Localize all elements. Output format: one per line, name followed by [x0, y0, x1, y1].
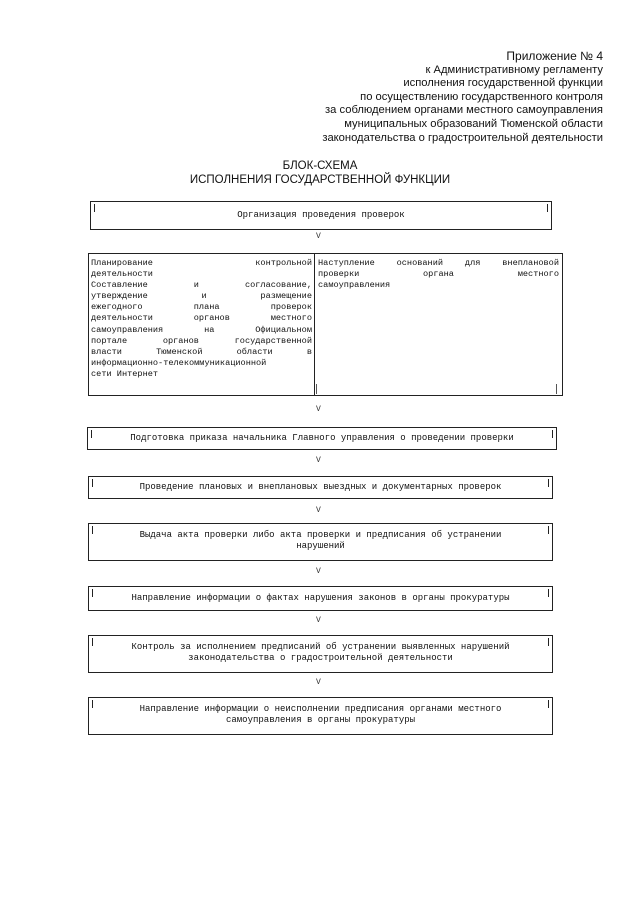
step-prosecutor-box: [88, 586, 553, 611]
appendix-line: к Административному регламенту: [425, 63, 603, 76]
planning-line: самоуправления на Официальном: [91, 324, 312, 335]
step-nonfulfilment-box: [88, 697, 553, 735]
step-unscheduled-grounds-box: [314, 253, 563, 396]
step-order-text: Подготовка приказа начальника Главного управления о проведении проверки: [130, 433, 514, 443]
appendix-line: Приложение № 4: [506, 49, 603, 63]
column-tick: [316, 384, 317, 394]
planning-line: власти Тюменской области в: [91, 346, 312, 357]
step-nonfulfilment-text-line2: самоуправления в органы прокуратуры: [225, 715, 416, 726]
arrow-down-icon: V: [316, 232, 321, 241]
appendix-line: муниципальных образований Тюменской области: [344, 117, 603, 130]
step-control-text-line1: Контроль за исполнением предписаний об устранении выявленных нарушений: [131, 642, 510, 652]
planning-line: ежегодного плана проверок: [91, 302, 312, 313]
appendix-header: [322, 50, 603, 145]
step-conduct-box: [88, 476, 553, 499]
step-conduct-text: Проведение плановых и внеплановых выездных и документарных проверок: [139, 482, 502, 492]
step-act-text-line2: нарушений: [296, 541, 345, 552]
step-prosecutor-text: Направление информации о фактах нарушения законов в органы прокуратуры: [131, 593, 510, 603]
step-act-text-line1: Выдача акта проверки либо акта проверки и предписания об устранении: [139, 530, 502, 540]
grounds-line: проверки органа местного: [318, 269, 559, 280]
arrow-down-icon: V: [316, 405, 321, 414]
grounds-line: Наступление оснований для внеплановой: [318, 258, 559, 268]
column-tick: [556, 384, 557, 394]
appendix-line: исполнения государственной функции: [403, 77, 603, 90]
planning-line: утверждение и размещение: [91, 291, 312, 302]
planning-line: Составление и согласование,: [91, 280, 312, 291]
grounds-line: самоуправления: [318, 280, 391, 291]
arrow-down-icon: V: [316, 678, 321, 687]
planning-line: сети Интернет: [91, 368, 159, 379]
step-organize-text: Организация проведения проверок: [237, 210, 405, 220]
step-nonfulfilment-text-line1: Направление информации о неисполнении предписания органами местного: [139, 704, 502, 714]
planning-line: Планирование контрольной: [91, 258, 312, 268]
arrow-down-icon: V: [316, 506, 321, 515]
appendix-line: по осуществлению государственного контроля: [360, 90, 603, 103]
step-order-box: [87, 427, 557, 450]
planning-line: деятельности: [91, 269, 153, 280]
flowchart-title-line1: БЛОК-СХЕМА: [282, 160, 358, 172]
planning-line: портале органов государственной: [91, 335, 312, 346]
arrow-down-icon: V: [316, 456, 321, 465]
step-organize-box: [90, 201, 552, 230]
step-control-text-line2: законодательства о градостроительной деятельности: [188, 653, 453, 664]
arrow-down-icon: V: [316, 567, 321, 576]
arrow-down-icon: V: [316, 616, 321, 625]
planning-line: деятельности органов местного: [91, 313, 312, 324]
flowchart-title-line2: ИСПОЛНЕНИЯ ГОСУДАРСТВЕННОЙ ФУНКЦИИ: [189, 174, 451, 186]
appendix-line: законодательства о градостроительной деятельности: [322, 131, 603, 144]
step-planning-box: [88, 253, 314, 396]
appendix-line: за соблюдением органами местного самоуправления: [325, 104, 603, 117]
planning-line: информационно-телекоммуникационной: [91, 357, 267, 368]
step-act-box: [88, 523, 553, 561]
step-control-box: [88, 635, 553, 673]
